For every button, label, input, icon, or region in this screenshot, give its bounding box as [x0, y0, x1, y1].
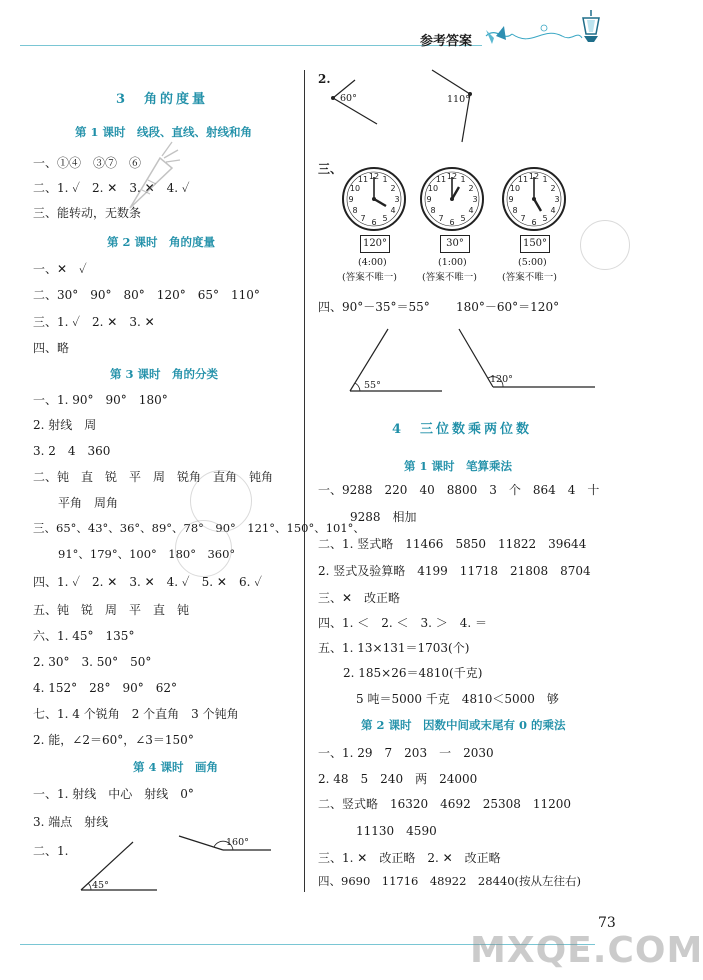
lesson-2-title: 第 2 课时 角的度量	[107, 235, 216, 249]
answer-line: 二、1.	[33, 844, 69, 858]
svg-text:5: 5	[382, 214, 388, 223]
svg-text:1: 1	[542, 175, 548, 184]
answer-line: 2. 185×26＝4810(千克)	[343, 666, 483, 680]
watermark: MXQE.COM	[470, 930, 703, 971]
lamp-icon	[578, 8, 604, 46]
answer-line: 三、能转动，无数条	[33, 206, 142, 220]
answer-line: 四、1. ＜ 2. ＜ 3. ＞ 4. ＝	[318, 616, 488, 630]
svg-text:12: 12	[368, 172, 380, 181]
answer-line: 三、1. ✕ 改正略 2. ✕ 改正略	[318, 851, 501, 865]
svg-text:11: 11	[517, 175, 529, 184]
svg-text:2: 2	[550, 184, 556, 193]
clock-angle-box: 120°	[360, 235, 390, 253]
lesson-4-title: 第 4 课时 画角	[133, 760, 219, 774]
clock-note: (答案不唯一)	[342, 272, 397, 283]
lesson-3-title: 第 3 课时 角的分类	[110, 367, 219, 381]
svg-text:3: 3	[394, 195, 400, 204]
angle-45-drawing	[75, 838, 165, 898]
svg-text:9: 9	[508, 195, 514, 204]
answer-line: 四、1. ✓ 2. ✕ 3. ✕ 4. ✓ 5. ✕ 6. ✓	[33, 575, 262, 589]
answer-line: 9288 相加	[350, 510, 417, 524]
answer-line: 五、1. 13×131＝1703(个)	[318, 641, 470, 655]
angle-label: 45°	[92, 880, 109, 891]
answer-line: 三、1. ✓ 2. ✕ 3. ✕	[33, 315, 155, 329]
answer-line: 六、1. 45° 135°	[33, 629, 135, 643]
butterfly-vine-icon	[482, 16, 632, 50]
angle-110-drawing	[428, 66, 478, 146]
svg-text:6: 6	[531, 218, 537, 227]
clock-time: (5:00)	[518, 257, 547, 268]
answer-line: 平角 周角	[58, 496, 119, 510]
answer-line: 5 吨＝5000 千克 4810＜5000 够	[356, 692, 559, 706]
page-number: 73	[598, 915, 616, 931]
svg-text:1: 1	[460, 175, 466, 184]
clock-note: (答案不唯一)	[502, 272, 557, 283]
clock-icon	[500, 165, 568, 233]
svg-text:7: 7	[438, 214, 444, 223]
answer-line: 二、竖式略 16320 4692 25308 11200	[318, 797, 572, 811]
carrot-stamp-icon	[120, 138, 180, 218]
answer-line: 3. 端点 射线	[33, 815, 109, 829]
stamp-circle	[175, 520, 232, 577]
clock-angle-box: 30°	[440, 235, 470, 253]
svg-text:10: 10	[427, 184, 439, 193]
answer-line: 2. 能，∠2＝60°，∠3＝150°	[33, 733, 194, 747]
answer-line: 一、1. 射线 中心 射线 0°	[33, 787, 194, 801]
svg-text:12: 12	[446, 172, 458, 181]
question-label: 三、	[318, 162, 343, 176]
answer-line: 3. 2 4 360	[33, 444, 111, 458]
svg-text:1: 1	[382, 175, 388, 184]
answer-line: 二、钝 直 锐 平 周 锐角 直角 钝角	[33, 470, 274, 484]
svg-text:9: 9	[348, 195, 354, 204]
angle-label: 55°	[364, 380, 381, 391]
answer-line: 一、9288 220 40 8800 3 个 864 4 十	[318, 483, 600, 497]
svg-text:8: 8	[512, 206, 518, 215]
svg-text:12: 12	[528, 172, 540, 181]
svg-text:2: 2	[468, 184, 474, 193]
svg-text:4: 4	[390, 206, 396, 215]
answer-line: 七、1. 4 个锐角 2 个直角 3 个钝角	[33, 707, 239, 721]
answer-line: 一、1. 90° 90° 180°	[33, 393, 168, 407]
svg-text:9: 9	[426, 195, 432, 204]
clock-group-1	[340, 165, 410, 285]
angle-55-drawing	[346, 325, 446, 395]
angle-60-drawing	[325, 78, 385, 130]
answer-line: 四、9690 11716 48922 28440(按从左往右)	[318, 874, 581, 888]
clock-time: (4:00)	[358, 257, 387, 268]
angle-label: 60°	[340, 93, 357, 104]
answer-line: 2. 48 5 240 两 24000	[318, 772, 478, 786]
svg-text:5: 5	[542, 214, 548, 223]
answer-line: 二、1. 竖式略 11466 5850 11822 39644	[318, 537, 587, 551]
svg-text:11: 11	[435, 175, 447, 184]
answer-line: 三、65°、43°、36°、89°、78° 90° 121°、150°、101°、	[33, 521, 365, 535]
svg-text:8: 8	[352, 206, 358, 215]
svg-text:5: 5	[460, 214, 466, 223]
svg-text:3: 3	[554, 195, 560, 204]
answer-line: 三、✕ 改正略	[318, 591, 401, 605]
clock-group-2	[418, 165, 488, 285]
section-title-4: 4 三位数乘两位数	[392, 422, 533, 437]
column-divider	[304, 70, 305, 892]
answer-line: 五、钝 锐 周 平 直 钝	[33, 603, 190, 617]
clock-icon	[418, 165, 486, 233]
answer-line: 4. 152° 28° 90° 62°	[33, 681, 177, 695]
clock-time: (1:00)	[438, 257, 467, 268]
clock-icon	[340, 165, 408, 233]
svg-text:6: 6	[449, 218, 455, 227]
section-title-3: 3 角的度量	[116, 92, 209, 107]
lesson-2-title: 第 2 课时 因数中间或末尾有 0 的乘法	[361, 718, 566, 732]
svg-text:7: 7	[520, 214, 526, 223]
lesson-1-title: 第 1 课时 线段、直线、射线和角	[75, 125, 253, 139]
answer-line: 四、略	[33, 341, 70, 355]
answer-line: 180°－60°＝120°	[456, 300, 560, 314]
answer-line: 一、①④ ③⑦ ⑥	[33, 156, 142, 170]
angle-label: 120°	[490, 374, 513, 385]
svg-text:4: 4	[468, 206, 474, 215]
svg-text:7: 7	[360, 214, 366, 223]
clock-group-3	[500, 165, 570, 285]
answer-line: 11130 4590	[356, 824, 437, 838]
angle-label: 160°	[226, 837, 249, 848]
angle-label: 110°	[447, 94, 470, 105]
clock-angle-box: 150°	[520, 235, 550, 253]
answer-line: 四、90°－35°＝55°	[318, 300, 430, 314]
svg-text:10: 10	[349, 184, 361, 193]
svg-text:2: 2	[390, 184, 396, 193]
svg-text:10: 10	[509, 184, 521, 193]
answer-line: 2. 竖式及验算略 4199 11718 21808 8704	[318, 564, 591, 578]
svg-text:4: 4	[550, 206, 556, 215]
answer-line: 一、1. 29 7 203 一 2030	[318, 746, 494, 760]
angle-160-drawing	[175, 832, 275, 862]
svg-text:8: 8	[430, 206, 436, 215]
angle-120-drawing	[455, 325, 600, 395]
svg-text:11: 11	[357, 175, 369, 184]
answer-line: 一、✕ ✓	[33, 262, 87, 276]
answer-line: 二、30° 90° 80° 120° 65° 110°	[33, 288, 260, 302]
lesson-1-title: 第 1 课时 笔算乘法	[404, 459, 513, 473]
svg-text:6: 6	[371, 218, 377, 227]
header-title: 参考答案	[420, 34, 473, 49]
stamp-circle	[580, 220, 630, 270]
svg-text:3: 3	[472, 195, 478, 204]
answer-line: 91°、179°、100° 180° 360°	[58, 547, 236, 561]
answer-line: 二、1. ✓ 2. ✕ 3. ✕ 4. ✓	[33, 181, 190, 195]
header-rule	[20, 45, 482, 46]
answer-line: 2. 30° 3. 50° 50°	[33, 655, 152, 669]
clock-note: (答案不唯一)	[422, 272, 477, 283]
question-label: 2.	[318, 72, 331, 86]
answer-line: 2. 射线 周	[33, 418, 97, 432]
